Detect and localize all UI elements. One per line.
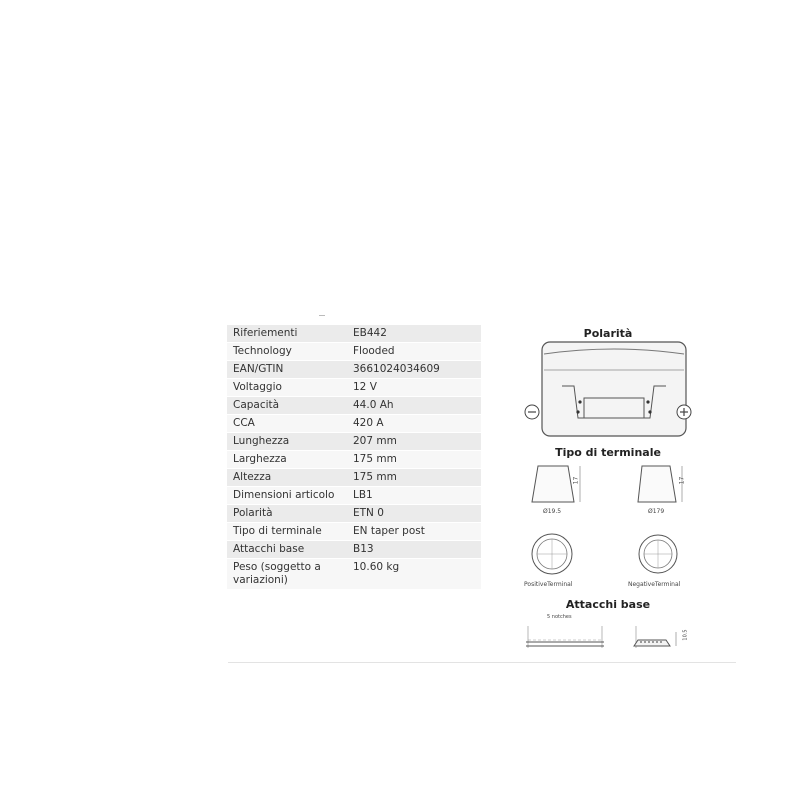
spec-value: 420 A — [347, 415, 481, 433]
spec-row — [227, 397, 481, 415]
battery-polarity-diagram — [522, 340, 702, 440]
spec-label: Larghezza — [227, 451, 347, 469]
spec-value: 12 V — [347, 379, 481, 397]
spec-row — [227, 469, 481, 487]
spec-label: Peso (soggetto a variazioni) — [227, 559, 347, 590]
terminal-title: Tipo di terminale — [555, 446, 661, 459]
negative-diameter-label: Ø179 — [648, 508, 665, 515]
spec-label: Dimensioni articolo — [227, 487, 347, 505]
spec-value: 175 mm — [347, 451, 481, 469]
spec-value: EN taper post — [347, 523, 481, 541]
spec-label: EAN/GTIN — [227, 361, 347, 379]
spec-label: Polarità — [227, 505, 347, 523]
positive-terminal-top-diagram — [528, 530, 576, 578]
spec-value: 10.60 kg — [347, 559, 481, 590]
spec-table — [227, 325, 481, 590]
base-front-diagram — [524, 622, 608, 652]
positive-diameter-label: Ø19.5 — [543, 508, 562, 515]
spec-row — [227, 451, 481, 469]
spec-row — [227, 433, 481, 451]
spec-row — [227, 379, 481, 397]
spec-value: 44.0 Ah — [347, 397, 481, 415]
spec-label: Voltaggio — [227, 379, 347, 397]
spec-value: 175 mm — [347, 469, 481, 487]
spec-label: Lunghezza — [227, 433, 347, 451]
spec-row — [227, 559, 481, 590]
spec-value: B13 — [347, 541, 481, 559]
spec-value: Flooded — [347, 343, 481, 361]
spec-row — [227, 325, 481, 343]
spec-value: LB1 — [347, 487, 481, 505]
base-side-diagram — [632, 622, 680, 652]
base-title: Attacchi base — [565, 598, 651, 611]
spec-row — [227, 523, 481, 541]
spec-label: Tipo di terminale — [227, 523, 347, 541]
base-height-label: 10.5 — [682, 629, 689, 641]
spec-row — [227, 343, 481, 361]
positive-terminal-label: PositiveTerminal — [524, 581, 573, 588]
spec-row — [227, 541, 481, 559]
spec-label: Technology — [227, 343, 347, 361]
positive-terminal-icon — [677, 405, 691, 419]
spec-label: Riferiementi — [227, 325, 347, 343]
spec-value: ETN 0 — [347, 505, 481, 523]
positive-terminal-side-diagram — [530, 462, 590, 506]
bottom-divider — [228, 662, 736, 663]
negative-terminal-label: NegativeTerminal — [628, 581, 681, 588]
spec-label: Altezza — [227, 469, 347, 487]
spec-value: 3661024034609 — [347, 361, 481, 379]
spec-label: Capacità — [227, 397, 347, 415]
notches-label: 5 notches — [547, 614, 572, 620]
spec-row — [227, 415, 481, 433]
spec-row — [227, 487, 481, 505]
spec-label: CCA — [227, 415, 347, 433]
spec-value: EB442 — [347, 325, 481, 343]
polarity-title: Polarità — [583, 327, 633, 340]
negative-terminal-icon — [525, 405, 539, 419]
spec-row — [227, 505, 481, 523]
positive-height-label: 17 — [572, 476, 580, 485]
spec-label: Attacchi base — [227, 541, 347, 559]
spec-value: 207 mm — [347, 433, 481, 451]
negative-terminal-side-diagram — [636, 462, 696, 506]
decorative-dash — [319, 315, 325, 316]
spec-row — [227, 361, 481, 379]
negative-terminal-top-diagram — [634, 530, 682, 578]
negative-height-label: 17 — [678, 476, 686, 485]
